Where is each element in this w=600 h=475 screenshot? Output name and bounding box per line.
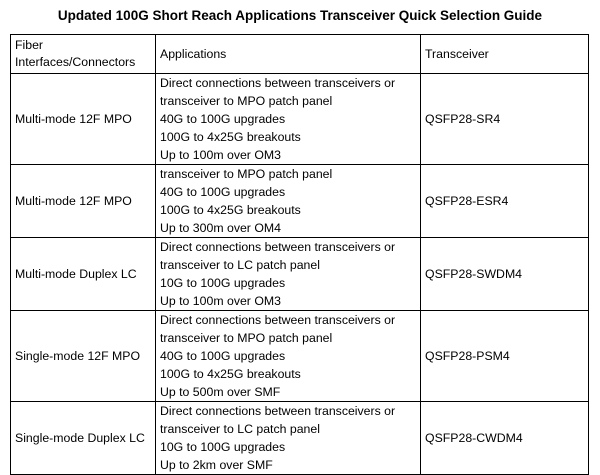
application-line: Up to 2km over SMF xyxy=(160,458,273,472)
applications-cell xyxy=(156,402,421,475)
application-line: Direct connections between transceivers or xyxy=(160,313,396,327)
application-line: Up to 300m over OM4 xyxy=(160,221,281,235)
transceiver-cell: QSFP28-SR4 xyxy=(421,74,589,165)
fiber-cell: Multi-mode Duplex LC xyxy=(11,238,156,311)
application-line: 100G to 4x25G breakouts xyxy=(160,130,301,144)
header-fiber-interfaces xyxy=(11,35,156,74)
application-line: Direct connections between transceivers or xyxy=(160,76,396,90)
table-row xyxy=(11,74,589,165)
application-line: 100G to 4x25G breakouts xyxy=(160,367,301,381)
applications-cell xyxy=(156,74,421,165)
fiber-cell: Single-mode 12F MPO xyxy=(11,311,156,402)
application-line: 40G to 100G upgrades xyxy=(160,185,286,199)
application-line: Direct connections between transceivers or xyxy=(160,240,396,254)
application-line: transceiver to LC patch panel xyxy=(160,422,320,436)
application-line: transceiver to LC patch panel xyxy=(160,258,320,272)
application-line: transceiver to MPO patch panel xyxy=(160,167,333,181)
table-row xyxy=(11,402,589,475)
application-line: Direct connections between transceivers or xyxy=(160,404,396,418)
applications-cell xyxy=(156,165,421,238)
application-line: Up to 500m over SMF xyxy=(160,385,281,399)
table-row xyxy=(11,165,589,238)
fiber-cell: Multi-mode 12F MPO xyxy=(11,165,156,238)
transceiver-cell: QSFP28-ESR4 xyxy=(421,165,589,238)
table-header-row xyxy=(11,35,589,74)
header-transceiver: Transceiver xyxy=(421,35,589,74)
transceiver-cell: QSFP28-CWDM4 xyxy=(421,402,589,475)
page-title: Updated 100G Short Reach Applications Transceiver Quick Selection Guide xyxy=(57,8,543,23)
application-line: 10G to 100G upgrades xyxy=(160,440,286,454)
header-fiber-line1: Fiber xyxy=(15,38,44,52)
applications-cell xyxy=(156,311,421,402)
selection-guide-table xyxy=(10,34,589,475)
table-row xyxy=(11,238,589,311)
application-line: transceiver to MPO patch panel xyxy=(160,94,333,108)
application-line: Up to 100m over OM3 xyxy=(160,148,281,162)
application-line: Up to 100m over OM3 xyxy=(160,294,281,308)
header-fiber-line2: Interfaces/Connectors xyxy=(15,55,136,69)
header-applications: Applications xyxy=(156,35,421,74)
fiber-cell: Multi-mode 12F MPO xyxy=(11,74,156,165)
application-line: transceiver to MPO patch panel xyxy=(160,331,333,345)
fiber-cell: Single-mode Duplex LC xyxy=(11,402,156,475)
application-line: 100G to 4x25G breakouts xyxy=(160,203,301,217)
application-line: 40G to 100G upgrades xyxy=(160,112,286,126)
application-line: 40G to 100G upgrades xyxy=(160,349,286,363)
transceiver-cell: QSFP28-PSM4 xyxy=(421,311,589,402)
applications-cell xyxy=(156,238,421,311)
application-line: 10G to 100G upgrades xyxy=(160,276,286,290)
table-row xyxy=(11,311,589,402)
transceiver-cell: QSFP28-SWDM4 xyxy=(421,238,589,311)
